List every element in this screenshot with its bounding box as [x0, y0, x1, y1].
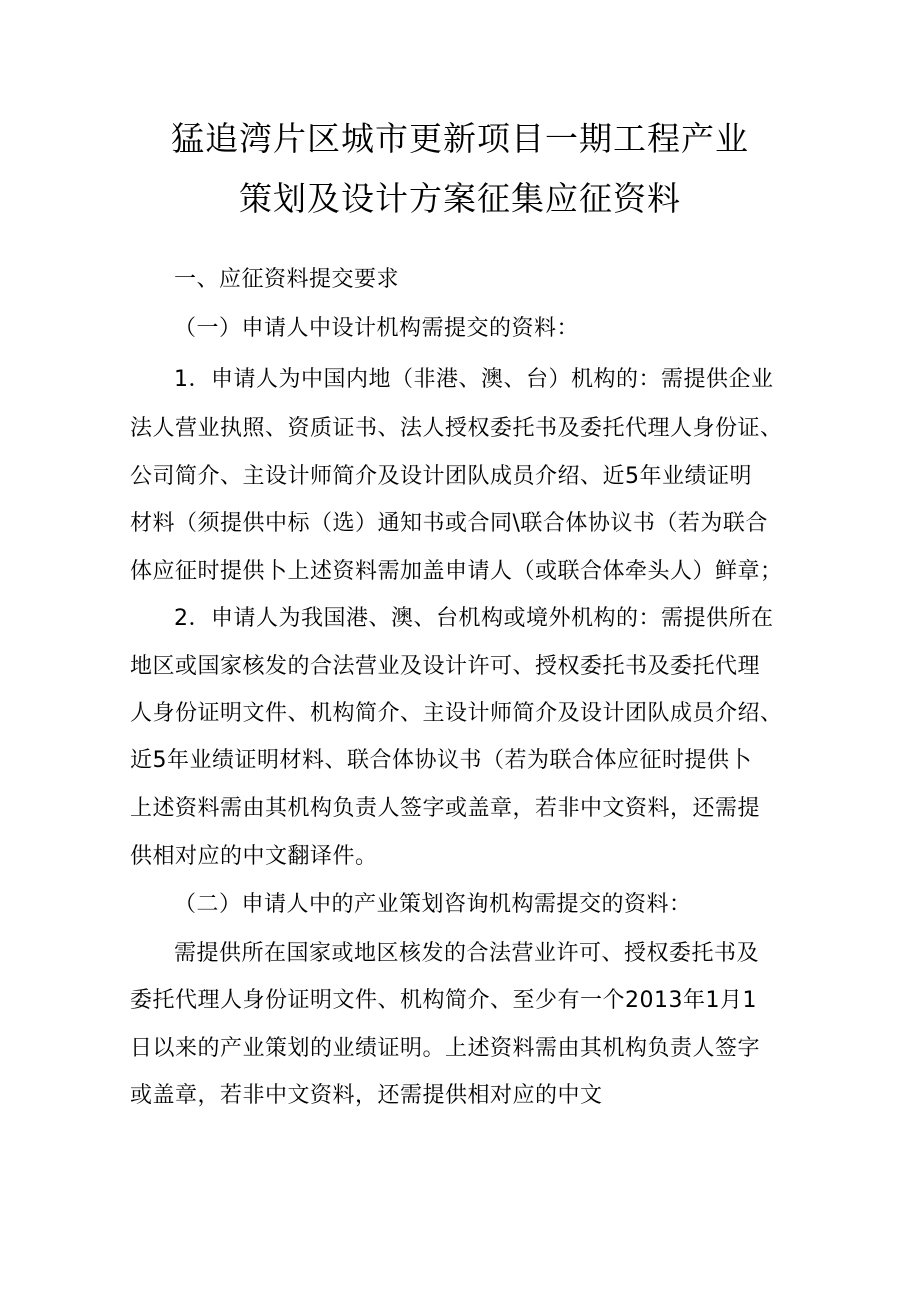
subsection-heading-1: （一）申请人中设计机构需提交的资料： [174, 316, 580, 341]
paragraph-line: 体应征时提供卜上述资料需加盖申请人（或联合体牵头人）鲜章； [130, 559, 783, 584]
paragraph-line: 地区或国家核发的合法营业及设计许可、授权委托书及委托代理 [130, 654, 761, 679]
document-title-line-2: 策划及设计方案征集应征资料 [239, 179, 681, 218]
paragraph-line: 1．申请人为中国内地（非港、澳、台）机构的：需提供企业 [174, 367, 774, 392]
paragraph-line: 上述资料需由其机构负责人签字或盖章，若非中文资料，还需提 [130, 796, 761, 821]
paragraph-line: 公司简介、主设计师简介及设计团队成员介绍、近5年业绩证明 [130, 464, 752, 489]
paragraph-line: 2．申请人为我国港、澳、台机构或境外机构的：需提供所在 [174, 606, 774, 631]
section-heading: 一、应征资料提交要求 [174, 267, 400, 292]
paragraph-line: 或盖章，若非中文资料，还需提供相对应的中文 [130, 1083, 603, 1108]
paragraph-line: 供相对应的中文翻译件。 [130, 844, 378, 869]
paragraph-line: 日以来的产业策划的业绩证明。上述资料需由其机构负责人签字 [130, 1036, 761, 1061]
subsection-heading-2: （二）申请人中的产业策划咨询机构需提交的资料： [174, 892, 692, 917]
paragraph-line: 法人营业执照、资质证书、法人授权委托书及委托代理人身份证、 [130, 416, 783, 441]
paragraph-line: 材料（须提供中标（选）通知书或合同\联合体协议书（若为联合 [130, 511, 768, 536]
paragraph-line: 委托代理人身份证明文件、机构简介、至少有一个2013年1月1 [130, 988, 757, 1013]
paragraph-line: 近5年业绩证明材料、联合体协议书（若为联合体应征时提供卜 [130, 748, 752, 773]
document-title-line-1: 猛追湾片区城市更新项目一期工程产业 [171, 119, 749, 158]
paragraph-line: 需提供所在国家或地区核发的合法营业许可、授权委托书及 [174, 941, 760, 966]
paragraph-line: 人身份证明文件、机构简介、主设计师简介及设计团队成员介绍、 [130, 701, 783, 726]
